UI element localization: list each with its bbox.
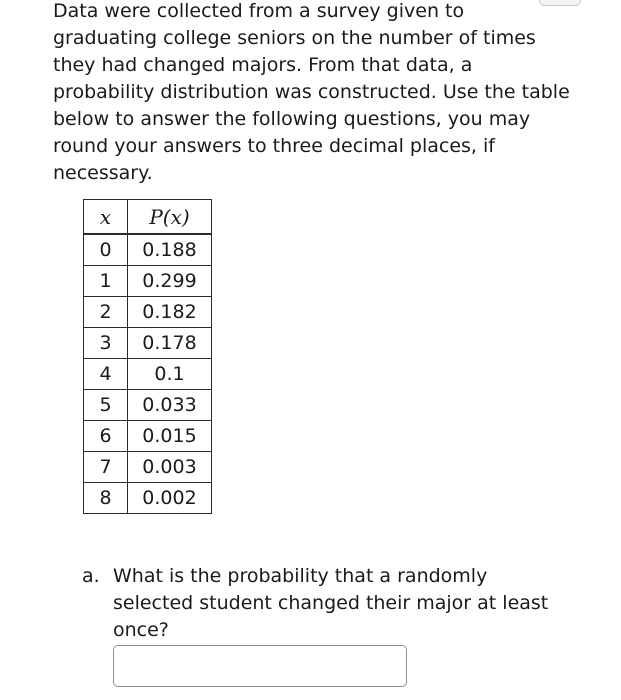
cell-probability: 0.182: [128, 297, 212, 328]
table-row: [84, 390, 212, 421]
cell-x: 7: [84, 452, 128, 483]
cell-probability: 0.015: [128, 421, 212, 452]
table-row: [84, 328, 212, 359]
cell-x: 3: [84, 328, 128, 359]
table-row: [84, 421, 212, 452]
table-row: [84, 452, 212, 483]
problem-statement: Data were collected from a survey given to graduating college seniors on the number of times they had changed majors. From that data, a probability distribution was constructed. Use the table below to answer the following questions, you may round your answers to three decimal places, if necessary.: [53, 0, 570, 184]
cell-probability: 0.299: [128, 266, 212, 297]
table-row: [84, 234, 212, 266]
cell-x: 1: [84, 266, 128, 297]
answer-input[interactable]: [113, 645, 407, 687]
table-header-row: [84, 200, 212, 235]
cell-probability: 0.188: [128, 234, 212, 266]
header-probability: P(x): [128, 200, 212, 235]
cell-x: 4: [84, 359, 128, 390]
cell-probability: 0.1: [128, 359, 212, 390]
question-label: a.: [82, 565, 100, 587]
cell-x: 6: [84, 421, 128, 452]
cell-x: 2: [84, 297, 128, 328]
header-x: x: [84, 200, 128, 235]
table-row: [84, 359, 212, 390]
probability-table: [83, 199, 212, 514]
table-row: [84, 297, 212, 328]
cell-x: 8: [84, 483, 128, 514]
question-text: What is the probability that a randomly selected student changed their major at least once?: [113, 565, 549, 641]
table-row: [84, 266, 212, 297]
cell-probability: 0.002: [128, 483, 212, 514]
table-row: [84, 483, 212, 514]
question-a: [82, 563, 582, 644]
cell-probability: 0.033: [128, 390, 212, 421]
cell-probability: 0.178: [128, 328, 212, 359]
cell-x: 0: [84, 234, 128, 266]
cell-probability: 0.003: [128, 452, 212, 483]
cell-x: 5: [84, 390, 128, 421]
